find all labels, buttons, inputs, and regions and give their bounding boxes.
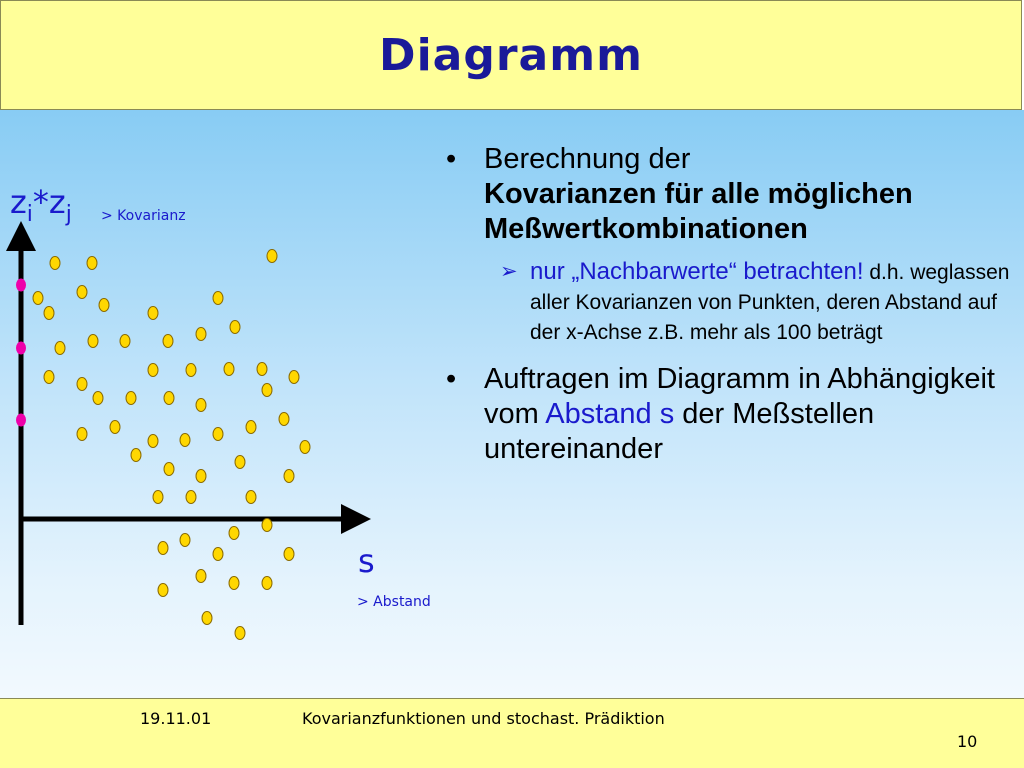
data-point [180, 534, 190, 547]
data-point [186, 364, 196, 377]
data-point [180, 434, 190, 447]
sub-bullet-highlight: nur „Nachbarwerte“ betrachten! [530, 258, 864, 285]
footer-date: 19.11.01 [140, 709, 212, 728]
footer-title: Kovarianzfunktionen und stochast. Prädiktion [302, 709, 665, 728]
data-point [235, 627, 245, 640]
data-point [148, 307, 158, 320]
data-point [262, 384, 272, 397]
bullet-dot-icon: • [446, 143, 457, 175]
data-point [77, 286, 87, 299]
data-point [120, 335, 130, 348]
data-point [262, 519, 272, 532]
bullet-dot-icon: • [446, 363, 457, 395]
data-point [87, 257, 97, 270]
data-point [230, 321, 240, 334]
bullet-2-end-text: der Meßstellen untereinander [484, 398, 875, 465]
data-point [300, 441, 310, 454]
x-axis-note: > Abstand [357, 594, 431, 610]
bullet-2-highlight: Abstand s [545, 398, 675, 430]
data-point [257, 363, 267, 376]
data-point [235, 456, 245, 469]
data-point [131, 449, 141, 462]
axis-marker [16, 342, 26, 355]
data-point [229, 527, 239, 540]
x-axis-label: s [358, 542, 375, 580]
data-point [164, 463, 174, 476]
data-point [213, 548, 223, 561]
data-point [289, 371, 299, 384]
data-point [148, 435, 158, 448]
bullet-2-text: Auftragen im Diagramm in Abhängigkeit vom [484, 363, 995, 430]
data-point [196, 399, 206, 412]
y-axis-label: $z_i*z_j$ [10, 183, 72, 227]
bullet-list [442, 142, 1012, 467]
data-point [77, 428, 87, 441]
data-point [158, 584, 168, 597]
data-point [55, 342, 65, 355]
y-axis-note: > Kovarianz [101, 208, 186, 224]
data-point [93, 392, 103, 405]
data-point [88, 335, 98, 348]
arrow-bullet-icon: ➢ [500, 260, 518, 283]
data-point [126, 392, 136, 405]
data-point [196, 470, 206, 483]
data-point [164, 392, 174, 405]
data-point [196, 328, 206, 341]
axis-marker [16, 279, 26, 292]
data-point [44, 307, 54, 320]
data-point [33, 292, 43, 305]
slide-footer [0, 698, 1024, 768]
sub-bullet-text: d.h. weglassen aller Kovarianzen von Punkten, deren Abstand auf der x-Achse z.B. mehr als 100 beträgt [530, 261, 1010, 344]
data-point [158, 542, 168, 555]
data-point [196, 570, 206, 583]
data-point [246, 491, 256, 504]
data-point [246, 421, 256, 434]
data-point [110, 421, 120, 434]
bullet-item-2 [442, 362, 1012, 467]
slide-title: Diagramm [379, 29, 643, 81]
data-point [99, 299, 109, 312]
data-point [229, 577, 239, 590]
data-point [77, 378, 87, 391]
data-point [284, 548, 294, 561]
bullet-1-bold-text: Kovarianzen für alle möglichen Meßwertkombinationen [484, 178, 913, 245]
data-point [44, 371, 54, 384]
data-points [33, 250, 310, 640]
data-point [163, 335, 173, 348]
data-point [202, 612, 212, 625]
data-point [148, 364, 158, 377]
page-number: 10 [957, 732, 978, 751]
bullet-item-1 [442, 142, 1012, 247]
data-point [262, 577, 272, 590]
scatter-diagram [0, 0, 460, 698]
data-point [284, 470, 294, 483]
data-point [153, 491, 163, 504]
data-point [224, 363, 234, 376]
data-point [213, 428, 223, 441]
data-point [279, 413, 289, 426]
data-point [50, 257, 60, 270]
data-point [186, 491, 196, 504]
bullet-1-text: Berechnung der [484, 143, 691, 175]
data-point [213, 292, 223, 305]
sub-bullet-item [442, 257, 1012, 348]
axis-marker [16, 414, 26, 427]
data-point [267, 250, 277, 263]
